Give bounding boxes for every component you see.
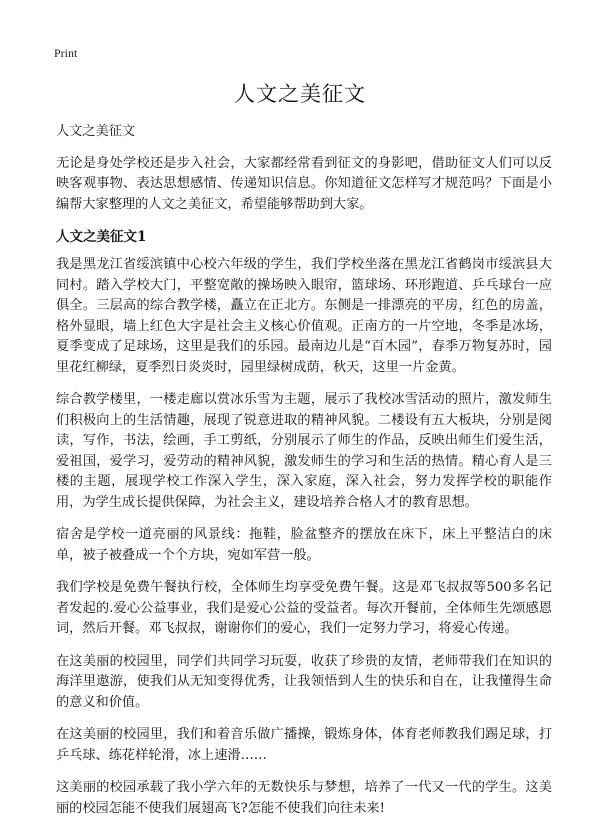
paragraph: 在这美丽的校园里，我们和着音乐做广播操，锻炼身体，体育老师教我们踢足球，打乒乓球、练花样轮滑，冰上速滑…… bbox=[56, 727, 552, 763]
print-label[interactable]: Print bbox=[54, 46, 78, 60]
page-title: 人文之美征文 bbox=[234, 82, 366, 106]
paragraph: 这美丽的校园承载了我小学六年的无数快乐与梦想，培养了一代又一代的学生。这美丽的校园怎能不使我们展翅高飞?怎能不使我们向往未来! bbox=[56, 780, 552, 816]
article-body bbox=[56, 122, 552, 831]
section-heading: 人文之美征文1 bbox=[56, 229, 147, 245]
paragraph: 我是黑龙江省绥滨镇中心校六年级的学生，我们学校坐落在黑龙江省鹤岗市绥滨县大同村。踏入学校大门，平整宽敞的操场映入眼帘，篮球场、环形跑道、乒乓球台一应俱全。三层高的综合教学楼，矗立在正北方。东侧是一排漂亮的平房，红色的房盖，格外显眼，墙上红色大字是社会主义核心价值观。正南方的一片空地，冬季是冰场，夏季变成了足球场，这里是我们的乐园。最南边儿是“百木园”，春季万物复苏时，园里花红柳绿，夏季烈日炎炎时，园里绿树成荫，秋天，这里一片金黄。 bbox=[56, 257, 552, 375]
intro-paragraph: 无论是身处学校还是步入社会，大家都经常看到征文的身影吧，借助征文人们可以反映客观事物、表达思想感情、传递知识信息。你知道征文怎样写才规范吗？下面是小编帮大家整理的人文之美征文，希望能够帮助到大家。 bbox=[56, 155, 552, 212]
article-subtitle: 人文之美征文 bbox=[56, 124, 136, 139]
paragraph: 宿舍是学校一道亮丽的风景线：拖鞋，脸盆整齐的摆放在床下，床上平整洁白的床单，被子被叠成一个个方块，宛如军营一般。 bbox=[56, 527, 552, 563]
paragraph: 综合教学楼里，一楼走廊以赏冰乐雪为主题，展示了我校冰雪活动的照片，激发师生们积极向上的生活情趣，展现了锐意进取的精神风貌。二楼设有五大板块，分别是阅读，写作，书法，绘画，手工剪纸，分别展示了师生的作品，反映出师生们爱生活，爱祖国，爱学习，爱劳动的精神风貌，激发师生的学习和生活的热情。精心育人是三楼的主题，展现学校工作深入学生，深入家庭，深入社会，努力发挥学校的职能作用，为学生成长提供保障，为社会主义，建设培养合格人才的教育思想。 bbox=[56, 392, 552, 510]
paragraph: 我们学校是免费午餐执行校，全体师生均享受免费午餐。这是邓飞叔叔等500多名记者发起的.爱心公益事业，我们是爱心公益的受益者。每次开餐前，全体师生先颂感恩词，然后开餐。邓飞叔叔，谢谢你们的爱心，我们一定努力学习，将爱心传递。 bbox=[56, 580, 552, 636]
paragraph: 在这美丽的校园里，同学们共同学习玩耍，收获了珍贵的友情，老师带我们在知识的海洋里遨游，使我们从无知变得优秀，让我领悟到人生的快乐和自在，让我懂得生命的意义和价值。 bbox=[56, 653, 552, 710]
